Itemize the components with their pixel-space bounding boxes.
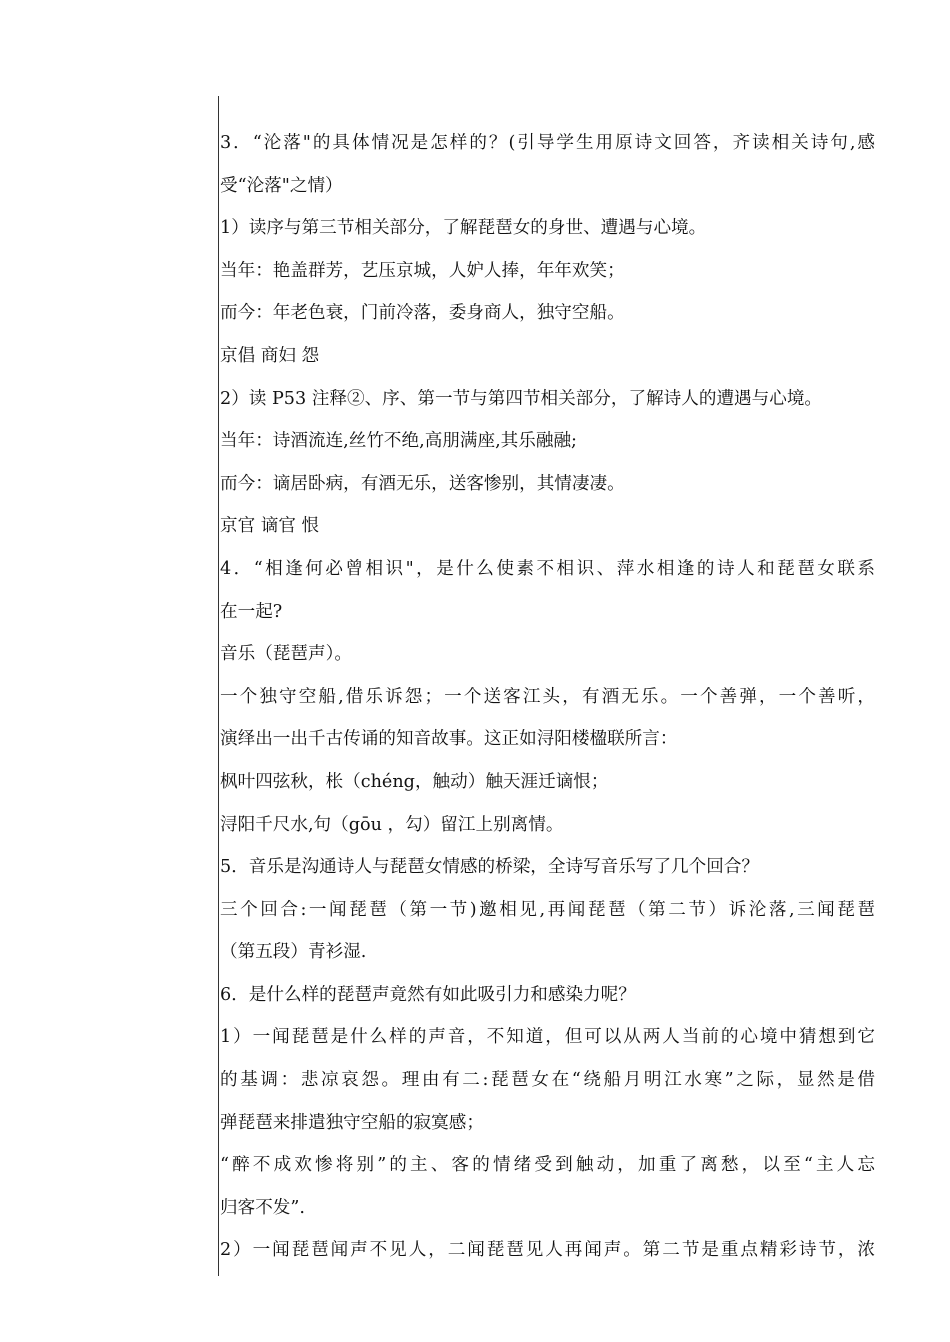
document-line: 演绎出一出千古传诵的知音故事。这正如浔阳楼楹联所言： [220,729,678,750]
left-margin-rule [218,96,219,1276]
document-line: 一个独守空船,借乐诉怨；一个送客江头，有酒无乐。一个善弹，一个善听， [220,686,875,707]
document-line: 的基调：悲凉哀怨。理由有二:琵琶女在“绕船月明江水寒”之际，显然是借 [220,1070,875,1091]
document-line: 当年：艳盖群芳，艺压京城，人妒人捧，年年欢笑； [220,260,625,281]
document-line: 归客不发”. [220,1197,305,1218]
document-line: 受“沦落"之情） [220,175,343,196]
document-line: 6．是什么样的琵琶声竟然有如此吸引力和感染力呢？ [220,984,636,1005]
document-line: 1）一闻琵琶是什么样的声音，不知道，但可以从两人当前的心境中猜想到它 [220,1027,875,1048]
document-line: 而今：年老色衰，门前冷落，委身商人，独守空船。 [220,303,625,324]
document-line: 三个回合:一闻琵琶（第一节)邀相见,再闻琵琶（第二节）诉沦落,三闻琵琶 [220,899,875,920]
document-line: 4．“相逢何必曾相识"，是什么使素不相识、萍水相逢的诗人和琵琶女联系 [220,558,875,579]
document-line: 1）读序与第三节相关部分，了解琵琶女的身世、遭遇与心境。 [220,218,707,239]
document-line: 弹琵琶来排遣独守空船的寂寞感； [220,1112,484,1133]
document-line: 浔阳千尺水,句（gōu ，勾）留江上别离情。 [220,814,564,835]
document-line: 京倡 商妇 怨 [220,345,320,366]
document-line: 2）读 P53 注释②、序、第一节与第四节相关部分，了解诗人的遭遇与心境。 [220,388,823,409]
document-line: 5．音乐是沟通诗人与琵琶女情感的桥梁，全诗写音乐写了几个回合？ [220,857,760,878]
document-line: 在一起? [220,601,283,622]
document-body [220,122,875,1272]
document-line: 音乐（琵琶声）。 [220,644,352,665]
document-line: （第五段）青衫湿. [220,942,367,963]
document-line: 2）一闻琵琶闻声不见人，二闻琵琶见人再闻声。第二节是重点精彩诗节，浓 [220,1240,875,1261]
document-line: 当年：诗酒流连,丝竹不绝,高朋满座,其乐融融; [220,431,577,452]
document-line: “醉不成欢惨将别”的主、客的情绪受到触动，加重了离愁，以至“主人忘 [220,1155,875,1176]
document-line: 而今：谪居卧病，有酒无乐，送客惨别，其情凄凄。 [220,473,625,494]
document-line: 枫叶四弦秋，枨（chéng，触动）触天涯迁谪恨； [220,771,609,792]
document-line: 京官 谪官 恨 [220,516,320,537]
document-line: 3．“沦落"的具体情况是怎样的？(引导学生用原诗文回答，齐读相关诗句,感 [220,133,875,153]
